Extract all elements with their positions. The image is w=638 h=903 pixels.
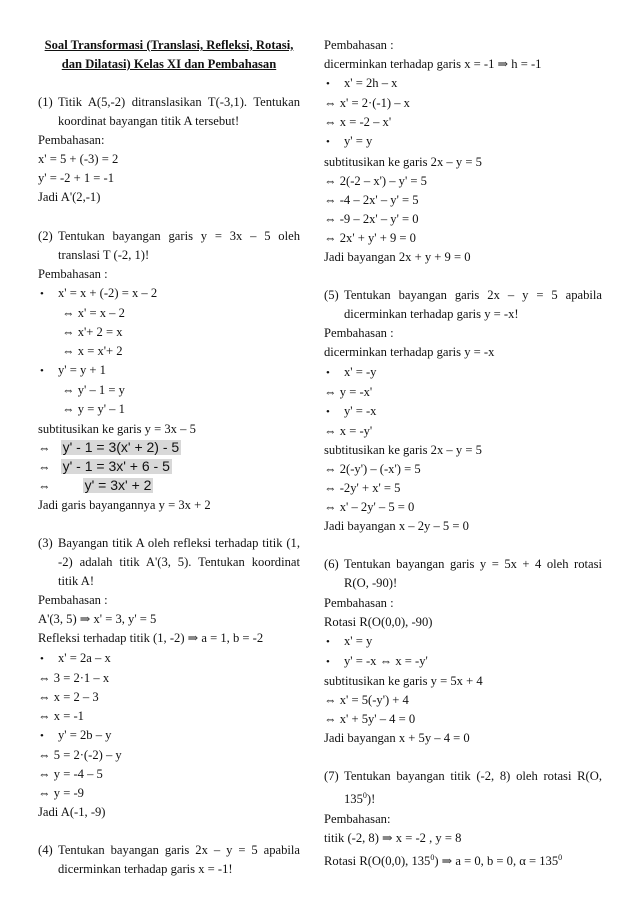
degree-superscript: 0 xyxy=(430,852,435,862)
solution-line: ⇔ y = y' – 1 xyxy=(62,402,125,417)
question-number: (5) xyxy=(324,288,339,303)
solution-line: ⇔ -4 – 2x' – y' = 5 xyxy=(324,192,419,207)
question-text: Bayangan titik A oleh refleksi terhadap titik (1, -2) adalah titik A'(3, 5). Tentukan koordinat titik A! xyxy=(58,535,300,589)
question-text: Titik A(5,-2) ditranslasikan T(-3,1). Tentukan koordinat bayangan titik A tersebut! xyxy=(58,95,300,129)
solution-line: Pembahasan : xyxy=(38,266,108,281)
solution-line: ⇔ x = x'+ 2 xyxy=(62,344,123,359)
question-text: Tentukan bayangan garis y = 5x + 4 oleh rotasi R(O, -90)! xyxy=(344,557,602,591)
solution-line: Refleksi terhadap titik (1, -2) ⇒ a = 1, b = -2 xyxy=(38,631,264,646)
solution-line: subtitusikan ke garis 2x – y = 5 xyxy=(324,154,482,169)
solution-line: y' = -2 + 1 = -1 xyxy=(38,171,115,186)
solution-line: ⇔ y = -x' xyxy=(324,384,373,399)
solution-line: Jadi bayangan x – 2y – 5 = 0 xyxy=(324,519,469,534)
right-column xyxy=(324,36,602,871)
solution-line: ⇔ 2(-2 – x') – y' = 5 xyxy=(324,173,427,188)
solution-line: ⇔ x' – 2y' – 5 = 0 xyxy=(324,500,415,515)
highlighted-step xyxy=(38,439,300,458)
question-text-end: )! xyxy=(366,792,376,807)
solution-line: ⇔ x' = 5(-y') + 4 xyxy=(324,693,409,707)
solution-line: ⇔ 2(-y') – (-x') = 5 xyxy=(324,461,421,476)
solution-line: subtitusikan ke garis y = 3x – 5 xyxy=(38,421,196,436)
bullet-item: • x' = x + (-2) = x – 2 xyxy=(38,284,300,304)
question-number: (3) xyxy=(38,535,53,550)
solution-line: Rotasi R(O(0,0), -90) xyxy=(324,614,433,629)
solution-line: dicerminkan terhadap garis y = -x xyxy=(324,345,495,360)
solution-line: Pembahasan: xyxy=(38,133,105,148)
question-6 xyxy=(324,555,602,593)
degree-superscript: 0 xyxy=(558,852,563,862)
solution-line: ⇔ y' – 1 = y xyxy=(62,383,125,398)
solution-line: Jadi A'(2,-1) xyxy=(38,190,101,205)
highlighted-step xyxy=(38,477,300,496)
rotation-params: ) ⇒ a = 0, b = 0, α = 135 xyxy=(434,854,559,869)
solution-line: dicerminkan terhadap garis x = -1 ⇒ h = -1 xyxy=(324,57,542,72)
solution-line: ⇔ x' = 2·(-1) – x xyxy=(324,96,410,111)
solution-line: Pembahasan : xyxy=(38,593,108,608)
bullet-item: • y' = -x ⇔ x = -y' xyxy=(324,652,602,672)
question-3 xyxy=(38,534,300,591)
highlighted-step xyxy=(38,458,300,477)
document-title-line-1: Soal Transformasi (Translasi, Refleksi, Rotasi, xyxy=(44,38,294,52)
question-text: Tentukan bayangan garis y = 3x – 5 oleh translasi T (-2, 1)! xyxy=(58,228,300,262)
bullet-item: • x' = y xyxy=(324,632,602,652)
question-text: Tentukan bayangan garis 2x – y = 5 apabila dicerminkan terhadap garis y = -x! xyxy=(344,288,602,322)
solution-line: ⇔ y = -4 – 5 xyxy=(38,767,103,782)
solution-line: x' = 5 + (-3) = 2 xyxy=(38,152,119,167)
equivalence-symbol: ⇔ xyxy=(38,478,51,493)
solution-line: ⇔ x' = x – 2 xyxy=(62,305,125,320)
equivalence-symbol: ⇔ xyxy=(38,440,51,455)
solution-line: ⇔ x = 2 – 3 xyxy=(38,689,99,704)
solution-line: ⇔ 5 = 2·(-2) – y xyxy=(38,748,122,762)
bullet-item: • y' = 2b – y xyxy=(38,726,300,746)
solution-line xyxy=(324,848,602,871)
solution-line: ⇔ x'+ 2 = x xyxy=(62,325,123,340)
bullet-item: • x' = 2a – x xyxy=(38,649,300,669)
question-number: (7) xyxy=(324,769,339,784)
solution-line: ⇔ x = -y' xyxy=(324,423,373,438)
bullet-item: • y' = y + 1 xyxy=(38,361,300,381)
question-number: (1) xyxy=(38,95,53,109)
question-4 xyxy=(38,841,300,879)
solution-line: ⇔ x = -1 xyxy=(38,708,84,723)
solution-line: subtitusikan ke garis y = 5x + 4 xyxy=(324,673,483,688)
solution-line: Pembahasan : xyxy=(324,326,394,341)
document-title-line-2: dan Dilatasi) Kelas XI dan Pembahasan xyxy=(61,57,277,71)
solution-line: Jadi A(-1, -9) xyxy=(38,805,106,820)
solution-line: ⇔ 2x' + y' + 9 = 0 xyxy=(324,230,416,245)
solution-line: ⇔ -2y' + x' = 5 xyxy=(324,481,401,496)
left-column xyxy=(38,36,300,880)
solution-line: A'(3, 5) ⇒ x' = 3, y' = 5 xyxy=(38,612,157,627)
question-1 xyxy=(38,93,300,131)
bullet-item: • y' = -x xyxy=(324,402,602,422)
question-number: (6) xyxy=(324,557,339,572)
question-5 xyxy=(324,286,602,324)
question-2 xyxy=(38,227,300,265)
solution-line: Jadi bayangan x + 5y – 4 = 0 xyxy=(324,731,470,746)
question-text: Tentukan bayangan garis 2x – y = 5 apabila dicerminkan terhadap garis x = -1! xyxy=(58,843,300,877)
bullet-item: • x' = 2h – x xyxy=(324,74,602,94)
solution-line: Pembahasan: xyxy=(324,811,391,826)
highlighted-equation: y' - 1 = 3(x' + 2) - 5 xyxy=(62,438,180,455)
degree-superscript: 0 xyxy=(362,791,367,801)
solution-line: Pembahasan : xyxy=(324,38,394,52)
bullet-item: • y' = y xyxy=(324,132,602,152)
rotation-text: Rotasi R(O(0,0), 135 xyxy=(324,854,431,869)
solution-line: Jadi bayangan 2x + y + 9 = 0 xyxy=(324,250,471,265)
solution-line: Jadi garis bayangannya y = 3x + 2 xyxy=(38,497,211,512)
highlighted-equation: y' - 1 = 3x' + 6 - 5 xyxy=(62,457,170,474)
question-text-main: Tentukan bayangan titik (-2, 8) oleh rotasi R(O, 135 xyxy=(344,769,602,807)
question-number: (4) xyxy=(38,843,53,858)
highlighted-equation: y' = 3x' + 2 xyxy=(84,476,152,493)
question-text xyxy=(344,767,602,809)
solution-line: Pembahasan : xyxy=(324,595,394,610)
equivalence-symbol: ⇔ xyxy=(38,459,51,474)
solution-line: titik (-2, 8) ⇒ x = -2 , y = 8 xyxy=(324,830,462,845)
solution-line: ⇔ -9 – 2x' – y' = 0 xyxy=(324,211,419,226)
question-7 xyxy=(324,767,602,809)
solution-line: ⇔ x' + 5y' – 4 = 0 xyxy=(324,712,416,727)
bullet-item: • x' = -y xyxy=(324,363,602,383)
question-number: (2) xyxy=(38,228,53,243)
solution-line: ⇔ 3 = 2·1 – x xyxy=(38,670,110,685)
solution-line: ⇔ x = -2 – x' xyxy=(324,115,392,130)
solution-line: subtitusikan ke garis 2x – y = 5 xyxy=(324,442,482,457)
solution-line: ⇔ y = -9 xyxy=(38,786,84,801)
